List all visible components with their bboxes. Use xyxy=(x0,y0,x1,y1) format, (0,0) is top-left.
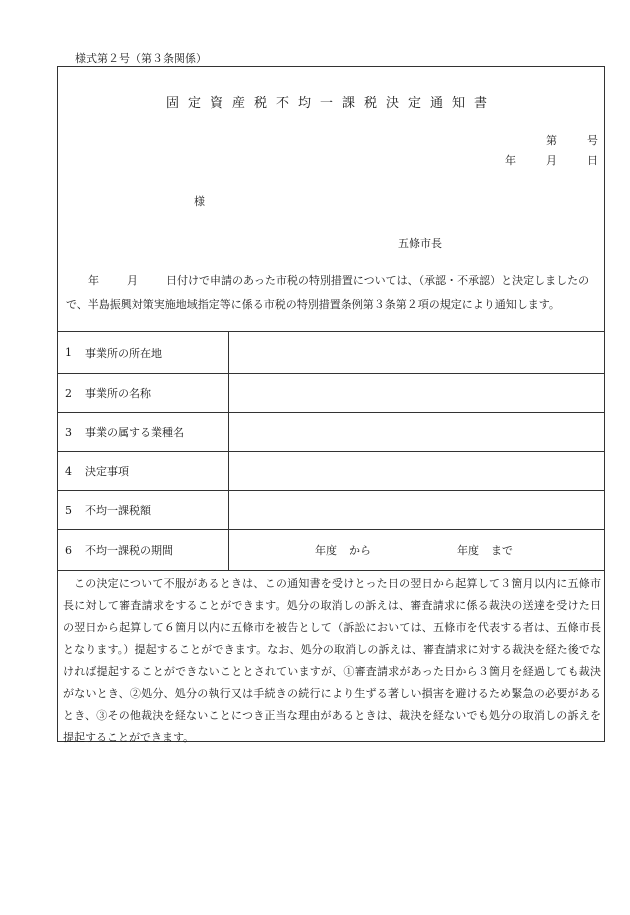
appeal-notice: この決定について不服があるときは、この通知書を受けとった日の翌日から起算して３箇月以内に五條市長に対して審査請求をすることができます。処分の取消しの訴えは、審査請求に係る裁決の送達を受けた日の翌日から起算して６箇月以内に五條市を被告として（訴訟においては、五條市を代表する者は、五條市長となります。）提起することができます。なお、処分の取消しの訴えは、審査請求に対する裁決を経た後でなければ提起することができないこととされていますが、①審査請求があった日から３箇月を経過しても裁決がないとき、②処分、処分の執行又は手続きの続行により生ずる著しい損害を避けるため緊急の必要があるとき、③その他裁決を経ないことにつき正当な理由があるときは、裁決を経ないでも処分の取消しの訴えを提起することができます。 xyxy=(63,577,601,744)
decision-value-cell xyxy=(229,452,604,490)
period-value-cell xyxy=(229,530,604,570)
notice-form xyxy=(57,66,605,742)
date-year: 年 xyxy=(505,154,516,167)
document-title: 固定資産税不均一課税決定通知書 xyxy=(165,96,496,111)
period-range xyxy=(229,542,513,558)
row-label xyxy=(58,452,229,490)
intro-year: 年 xyxy=(88,274,99,287)
row-label xyxy=(58,530,229,570)
row-label xyxy=(58,491,229,529)
table-row-period xyxy=(58,530,604,571)
row-number: 2 xyxy=(65,386,72,400)
tax-amount-value-cell xyxy=(229,491,604,529)
document-date xyxy=(505,152,598,168)
table-row-decision xyxy=(58,452,604,491)
row-label xyxy=(58,413,229,451)
row-label-text: 事業所の所在地 xyxy=(85,346,162,360)
row-number: 5 xyxy=(65,503,72,517)
row-number: 4 xyxy=(65,464,72,478)
row-label-text: 決定事項 xyxy=(85,465,129,478)
period-to-year: 年度 xyxy=(457,544,479,557)
period-to: まで xyxy=(491,544,513,557)
table-row-industry xyxy=(58,413,604,452)
industry-value-cell xyxy=(229,413,604,451)
table-row-tax-amount xyxy=(58,491,604,530)
date-day: 日 xyxy=(587,154,598,167)
row-label-text: 事業所の名称 xyxy=(85,387,151,400)
location-value-cell xyxy=(229,332,604,373)
row-number: 1 xyxy=(65,346,72,359)
document-number xyxy=(546,132,598,148)
row-label xyxy=(58,374,229,412)
row-label-text: 事業の属する業種名 xyxy=(85,426,184,439)
document-number-suffix: 号 xyxy=(587,134,598,147)
intro-text: 日付けで申請のあった市税の特別措置については、（承認・不承認）と決定しましたので、半島振興対策実施地域指定等に係る市税の特別措置条例第３条第２項の規定により通知します。 xyxy=(66,274,590,311)
row-label xyxy=(58,332,229,373)
office-name-value-cell xyxy=(229,374,604,412)
intro-month: 月 xyxy=(127,274,138,287)
row-label-text: 不均一課税の期間 xyxy=(85,544,173,557)
row-label-text: 不均一課税額 xyxy=(85,504,151,517)
intro-paragraph xyxy=(66,269,600,317)
recipient-honorific: 様 xyxy=(194,195,205,208)
table-row-office-name xyxy=(58,374,604,413)
issuer-name: 五條市長 xyxy=(398,237,442,250)
row-number: 6 xyxy=(65,543,72,557)
details-table xyxy=(58,331,604,571)
period-from-year: 年度 xyxy=(315,544,337,557)
date-month: 月 xyxy=(546,154,557,167)
period-from: から xyxy=(349,544,371,557)
form-caption: 様式第２号（第３条関係） xyxy=(75,52,207,65)
table-row-location xyxy=(58,332,604,374)
document-number-prefix: 第 xyxy=(546,134,557,147)
row-number: 3 xyxy=(65,425,72,439)
